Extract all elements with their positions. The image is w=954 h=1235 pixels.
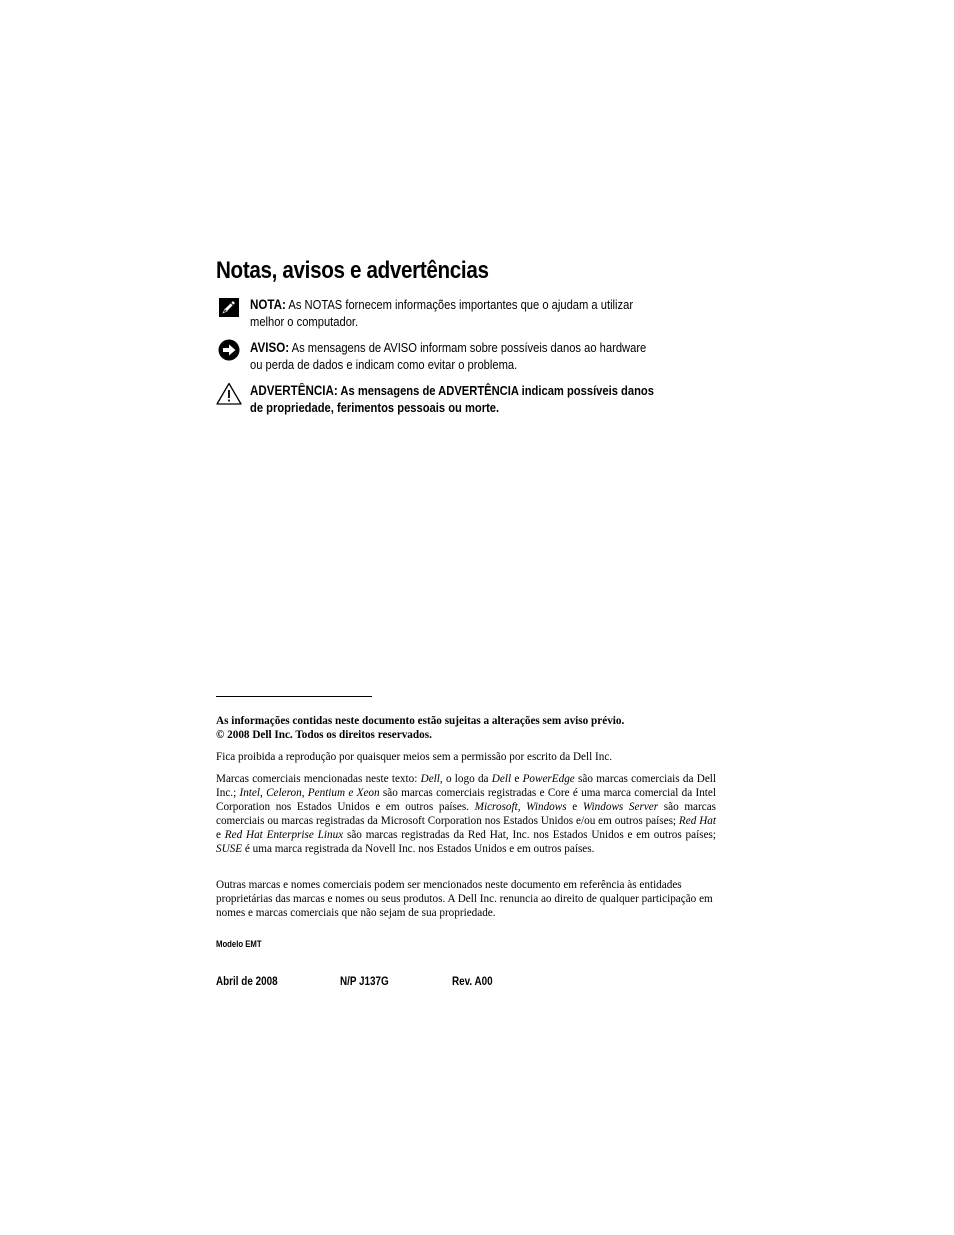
- trademark-text: e: [216, 829, 225, 841]
- reproduction-notice: Fica proibida a reprodução por quaisquer meios sem a permissão por escrito da Dell Inc.: [216, 751, 613, 763]
- hand-stop-icon: [216, 339, 242, 363]
- warning-label: ADVERTÊNCIA:: [250, 383, 338, 398]
- warning-triangle-icon: [216, 382, 242, 406]
- copyright-line: © 2008 Dell Inc. Todos os direitos reservados.: [216, 729, 432, 741]
- trademark-text: são marcas comerciais ou marcas registradas da Microsoft Corporation nos Estados Unidos e/ou em outros países;: [216, 801, 717, 827]
- note-line1: As NOTAS fornecem informações importantes que o ajudam a utilizar: [285, 297, 634, 312]
- caution-label: AVISO:: [250, 340, 290, 355]
- trademark-text: e: [566, 801, 583, 813]
- note-notice: [216, 296, 716, 332]
- warning-line1: As mensagens de ADVERTÊNCIA indicam possíveis danos: [337, 383, 654, 398]
- revision: Rev. A00: [452, 976, 493, 988]
- trademark-rhel: Red Hat Enterprise Linux: [224, 829, 344, 841]
- part-number: N/P J137G: [340, 976, 389, 988]
- warning-text: [250, 382, 714, 416]
- model-label: Modelo EMT: [216, 939, 262, 949]
- trademark-text: e: [511, 773, 523, 785]
- trademark-intel: Intel: [239, 787, 260, 799]
- trademark-text: são marcas registradas da Red Hat, Inc. nos Estados Unidos e em outros países;: [343, 829, 717, 841]
- warning-notice: [216, 382, 716, 418]
- trademark-celeron: Celeron, Pentium e Xeon: [266, 787, 380, 799]
- trademark-text: são marcas comerciais da Dell Inc.;: [216, 773, 716, 799]
- pencil-note-icon: [216, 296, 242, 320]
- trademark-dell: Dell: [420, 773, 440, 785]
- note-line2: melhor o computador.: [250, 314, 359, 329]
- note-label: NOTA:: [250, 297, 286, 312]
- caution-line2: ou perda de dados e indicam como evitar o problema.: [250, 357, 518, 372]
- change-notice-line1: As informações contidas neste documento estão sujeitas a alterações sem aviso prévio.: [216, 715, 625, 727]
- trademark-windows-server: Windows Server: [582, 801, 659, 813]
- caution-line1: As mensagens de AVISO informam sobre possíveis danos ao hardware: [289, 340, 647, 355]
- publication-date: Abril de 2008: [216, 976, 278, 988]
- caution-notice: [216, 339, 716, 375]
- trademark-redhat: Red Hat: [678, 815, 716, 827]
- trademark-text: Marcas comerciais mencionadas neste texto:: [216, 773, 421, 785]
- trademark-dell-logo: Dell: [491, 773, 512, 785]
- caution-text: [250, 339, 714, 373]
- trademark-text: , o logo da: [439, 773, 492, 785]
- trademark-notice: [216, 772, 716, 856]
- warning-line2: de propriedade, ferimentos pessoais ou morte.: [250, 400, 500, 415]
- trademark-suse: SUSE: [216, 843, 243, 855]
- trademark-microsoft: Microsoft, Windows: [474, 801, 567, 813]
- trademark-poweredge: PowerEdge: [522, 773, 575, 785]
- trademark-text: ,: [260, 787, 267, 799]
- note-text: [250, 296, 714, 330]
- trademark-text: são marcas comerciais registradas e Core é uma marca comercial da Intel Corporation nos Estados Unidos e em outros países.: [216, 787, 716, 813]
- page-title: Notas, avisos e advertências: [216, 257, 489, 284]
- trademark-text: é uma marca registrada da Novell Inc. nos Estados Unidos e em outros países.: [242, 843, 595, 855]
- footnote-divider: [216, 696, 372, 697]
- change-notice: [216, 714, 716, 742]
- other-trademarks-notice: Outras marcas e nomes comerciais podem ser mencionados neste documento em referência às entidades proprietárias das marcas e nomes ou seus produtos. A Dell Inc. renuncia ao direito de qualquer participação em nomes e marcas comerciais que não sejam de sua propriedade.: [216, 879, 713, 919]
